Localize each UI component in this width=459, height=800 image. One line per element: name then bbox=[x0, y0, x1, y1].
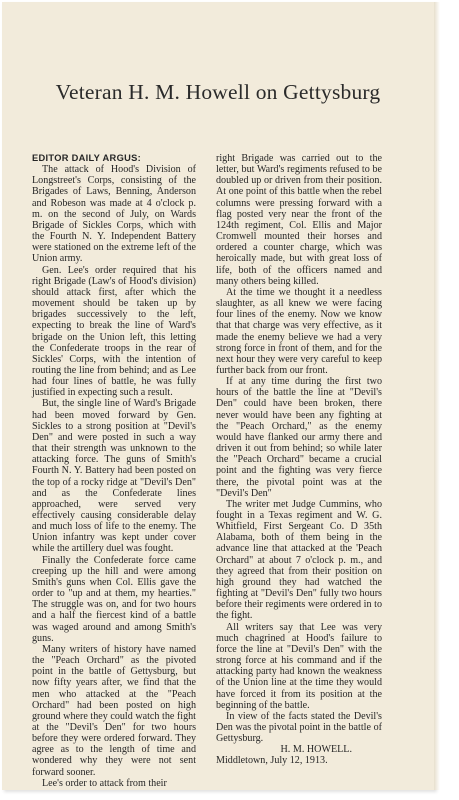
clipping-page bbox=[2, 2, 435, 790]
paragraph: The writer met Judge Cummins, who fought in a Texas regiment and W. G. Whitfield, First Sergeant Co. D 35th Alabama, both of them being in the advance line that attacked at the 'Peach Orchard" at about 7 o'clock p. m., and they agreed that from their position on high ground they had watched the fighting at "Devil's Den" fully two hours before their regiments were ordered in to the fight. bbox=[216, 498, 382, 622]
paragraph: Lee's order to attack from their bbox=[42, 777, 167, 789]
right-column bbox=[216, 153, 382, 767]
paragraph: But, the single line of Ward's Brigade had been moved forward by Gen. Sickles to a strong position at "Devil's Den" and were posted in such a way that their strength was unknown to the attacking force. The guns of Smith's Fourth N. Y. Battery had been posted on the top of a rocky ridge at "Devil's Den" and as the Confederate lines approached, were served very effectively causing considerable delay and much loss of life to the enemy. The Union infantry was kept under cover while the artillery duel was fought. bbox=[32, 398, 196, 555]
paragraph: right Brigade was carried out to the letter, but Ward's regiments refused to be doubled up or driven from their position. At one point of this battle when the rebel columns were pressing forward with a flag posted very near the front of the 124th regiment, Col. Ellis and Major Cromwell mounted their horses and ordered a counter charge, which was heroically made, but with great loss of life, both of the officers named and many others being killed. bbox=[216, 153, 382, 287]
signature: H. M. HOWELL. bbox=[280, 744, 352, 756]
paragraph: The attack of Hood's Division of Longstreet's Corps, consisting of the Brigades of Laws, Benning, Anderson and Robeson was made at 4 o'clock p. m. on the second of July, on Wards Brigade of Sickles Corps, which with the Fourth N. Y. Independent Battery were stationed on the extreme left of the Union army. bbox=[32, 164, 196, 265]
paragraph: In view of the facts stated the Devil's Den was the pivotal point in the battle of Gettysburg. bbox=[216, 710, 382, 745]
paragraph: All writers say that Lee was very much chagrined at Hood's failure to force the line at "Devil's Den" with the strong force at his command and if the attacking party had known the weakness of the Union line at the time they would have forced it from its position at the beginning of the battle. bbox=[216, 621, 382, 711]
article-title: Veteran H. M. Howell on Gettysburg bbox=[55, 80, 381, 104]
paragraph: Many writers of history have named the "Peach Orchard" as the pivoted point in the battle of Gettysburg, but now fifty years after, we find that the men who attacked at the "Peach Orchard" had been posted on high ground where they could watch the fight at the "Devil's Den" for two hours before they were ordered forward. They agree as to the length of time and wondered why they were not sent forward sooner. bbox=[32, 643, 196, 778]
paragraph: At the time we thought it a needless slaughter, as all knew we were facing four lines of the enemy. Now we know that that charge was very effective, as it made the enemy believe we had a very strong force in front of them, and for the next hour they were very careful to keep further back from our front. bbox=[216, 286, 382, 376]
page-edge-shadow bbox=[434, 2, 440, 790]
paragraph: Finally the Confederate force came creeping up the hill and were among Smith's guns when Col. Ellis gave the order to "up and at them, my hearties." The struggle was on, and for two hours and a half the fiercest kind of a battle was waged around and among Smith's guns. bbox=[32, 554, 196, 644]
salutation: EDITOR DAILY ARGUS: bbox=[32, 153, 142, 163]
paragraph: If at any time during the first two hours of the battle the line at "Devil's Den" could have been broken, there never would have been any fighting at the "Peach Orchard," as the enemy would have flanked our army there and driven it out from behind; so while later the "Peach Orchard" became a crucial point and the fighting was very fierce there, the pivotal point was at the "Devil's Den" bbox=[216, 376, 382, 499]
left-column bbox=[32, 153, 196, 789]
paragraph: Gen. Lee's order required that his right Brigade (Law's of Hood's division) should attack first, after which the movement should be taken up by brigades successively to the left, expecting to break the line of Ward's brigade on the Union left, this letting the Confederate troops in the rear of Sickles' Corps, with the intention of routing the line from behind; and as Lee had four lines of battle, he was fully justified in expecting such a result. bbox=[32, 264, 196, 399]
dateline: Middletown, July 12, 1913. bbox=[216, 755, 328, 767]
